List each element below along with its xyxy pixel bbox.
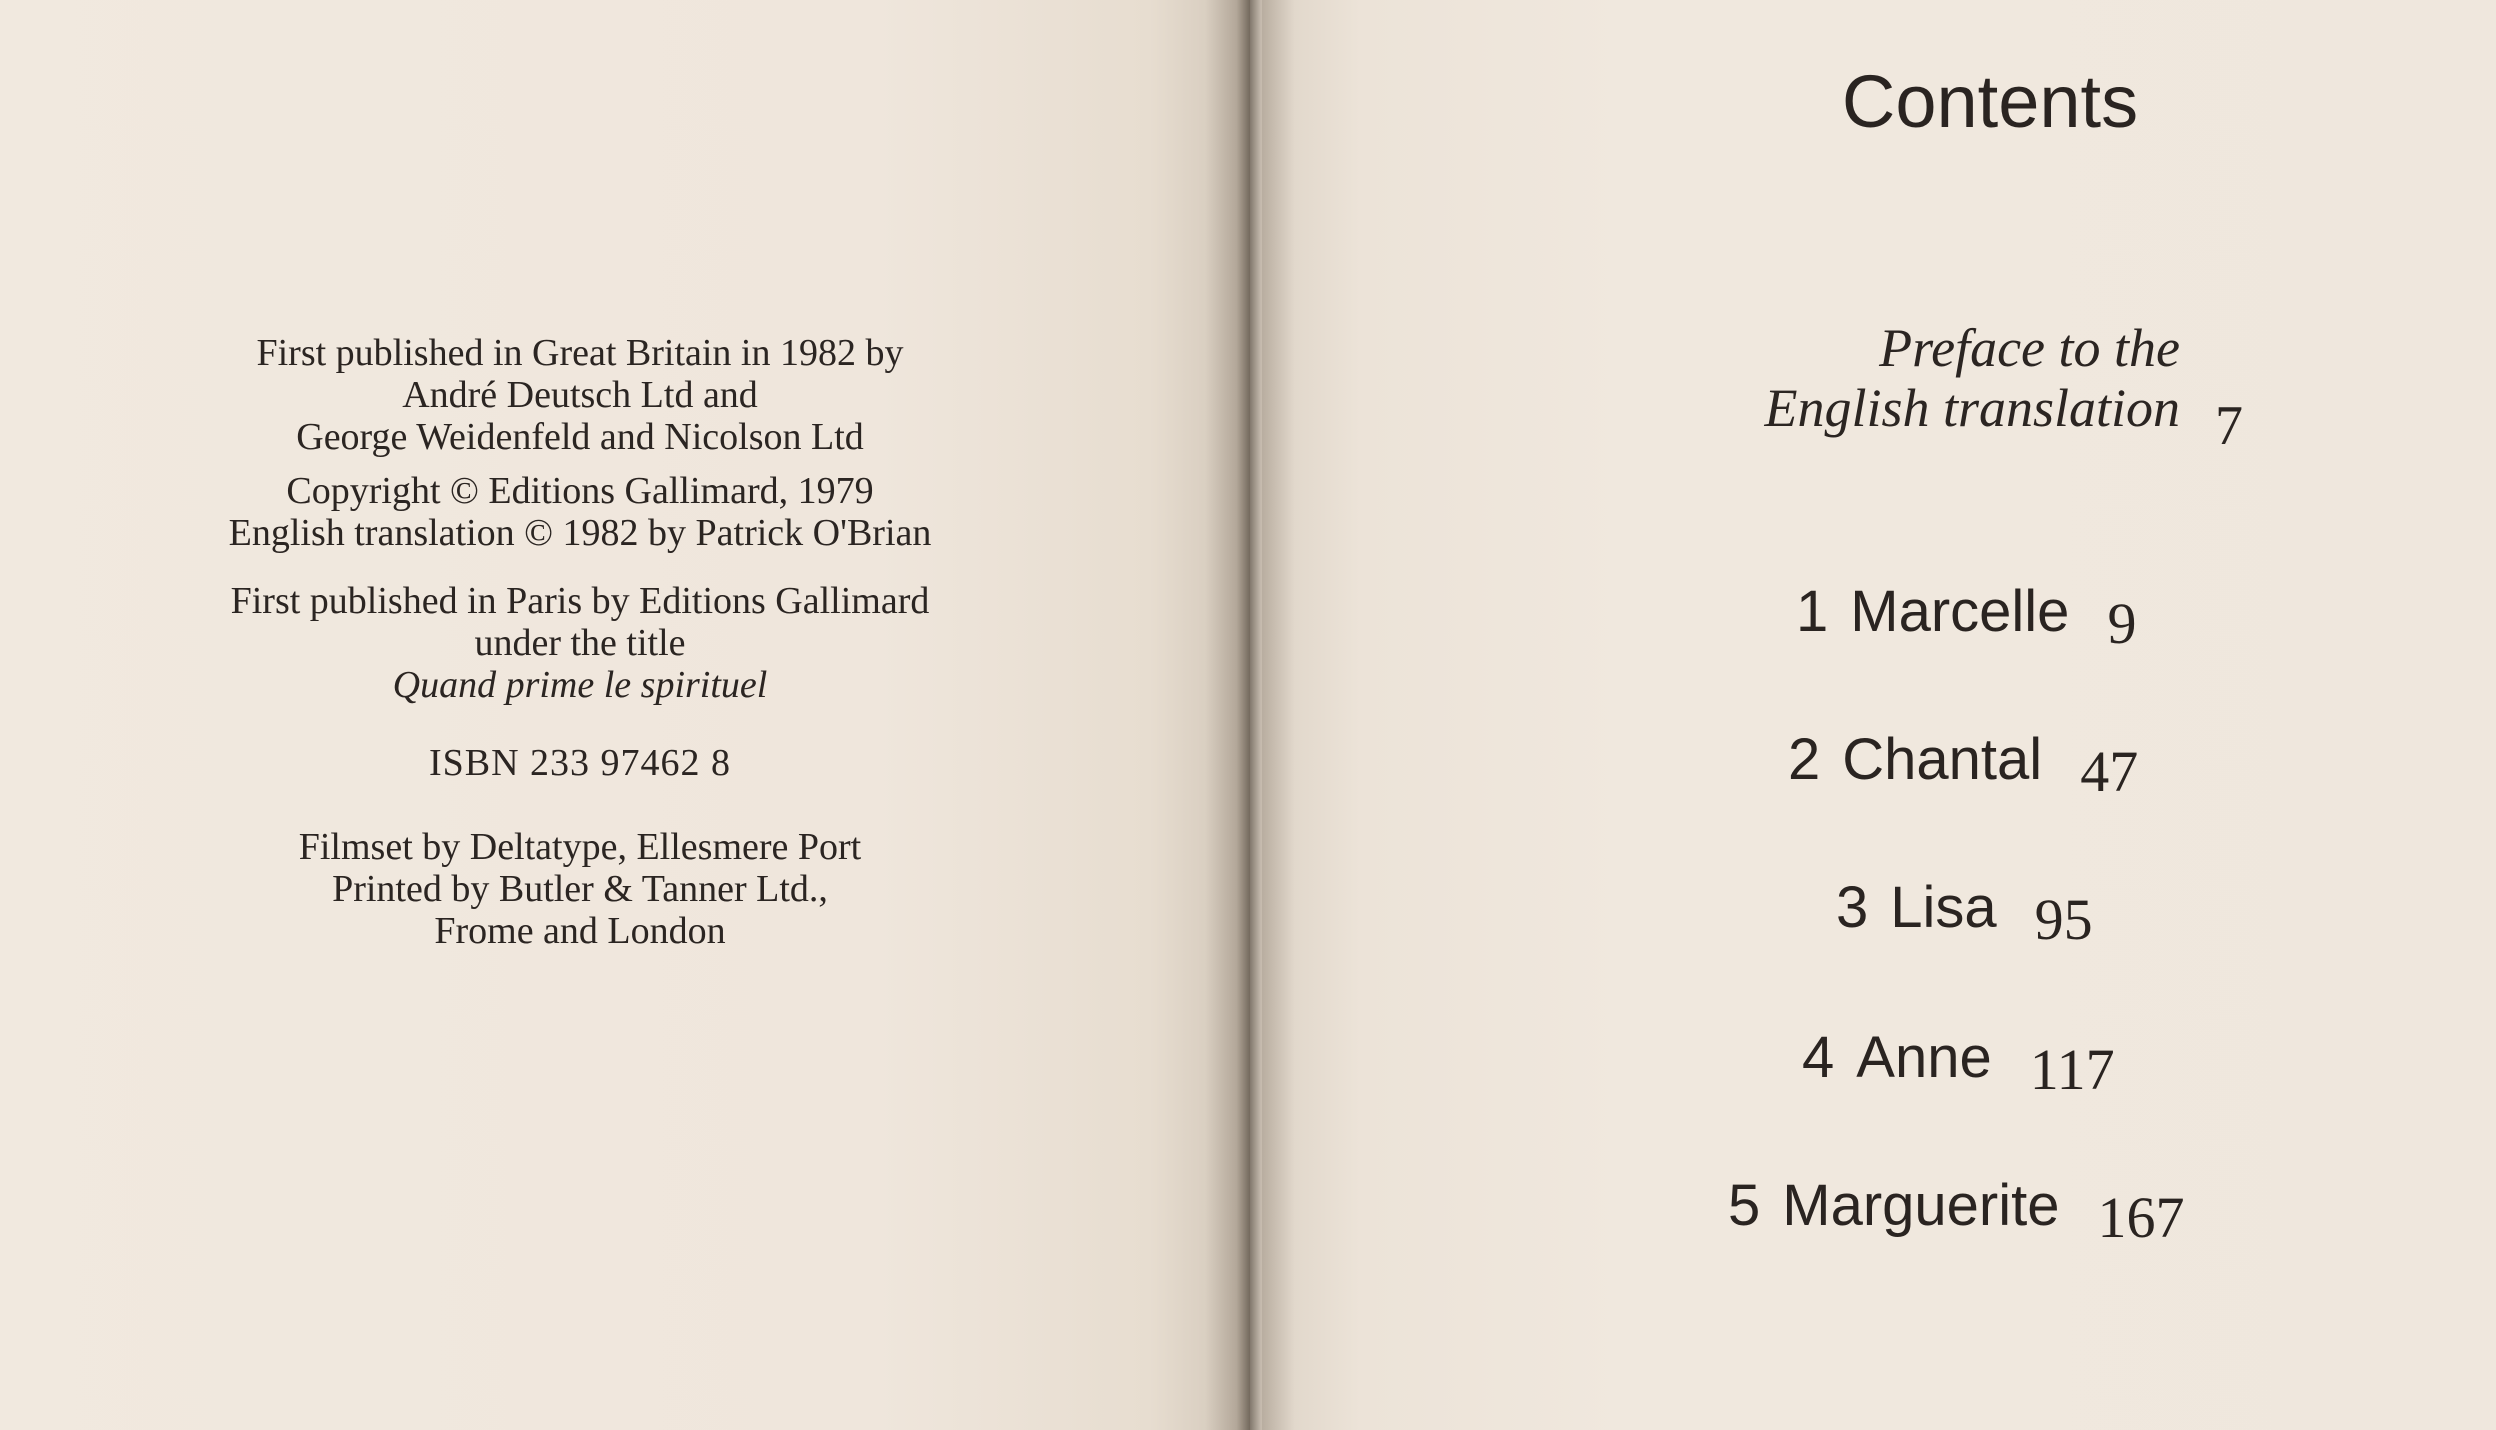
toc-preface-page: 7 [2215,395,2243,457]
original-edition-info [0,580,1160,706]
chapter-page: 167 [2097,1185,2185,1250]
chapter-title: Lisa [1890,875,1997,940]
publication-line: George Weidenfeld and Nicolson Ltd [296,416,864,458]
chapter-title: Chantal [1842,727,2043,792]
preface-line: Preface to the [1879,318,2180,378]
toc-entry[interactable] [1836,875,2093,952]
printer-info [0,826,1160,952]
toc-entry[interactable] [1796,579,2137,656]
isbn-block [0,742,1160,784]
toc-entry[interactable] [1802,1025,2115,1102]
publication-line: André Deutsch Ltd and [402,374,758,416]
chapter-number: 5 [1728,1173,1761,1238]
preface-line: English translation [1764,378,2180,438]
printer-line: Printed by Butler & Tanner Ltd., [332,868,828,910]
toc-preface-title [1700,318,2180,438]
toc-entry[interactable] [1728,1173,2185,1250]
chapter-number: 2 [1788,727,1821,792]
toc-entry[interactable] [1788,727,2139,804]
chapter-title: Anne [1856,1025,1992,1090]
printer-line: Filmset by Deltatype, Ellesmere Port [298,826,862,868]
chapter-page: 9 [2107,591,2137,656]
chapter-number: 4 [1802,1025,1835,1090]
copyright-line: Copyright © Editions Gallimard, 1979 [286,470,874,512]
original-title: Quand prime le spirituel [392,664,768,706]
chapter-page: 117 [2029,1037,2115,1102]
copyright-info [0,470,1160,554]
chapter-page: 47 [2080,739,2139,804]
chapter-page: 95 [2034,887,2093,952]
translation-copyright-line: English translation © 1982 by Patrick O'Brian [228,512,932,554]
book-gutter [1205,0,1295,1430]
printer-line: Frome and London [434,910,726,952]
chapter-number: 3 [1836,875,1869,940]
contents-heading: Contents [1841,60,2139,143]
isbn: ISBN 233 97462 8 [428,742,732,784]
publication-line: First published in Great Britain in 1982 by [256,332,904,374]
publication-info [0,332,1160,458]
original-edition-line: First published in Paris by Editions Gallimard [230,580,930,622]
chapter-number: 1 [1796,579,1829,644]
original-edition-line: under the title [474,622,686,664]
chapter-title: Marguerite [1782,1173,2060,1238]
chapter-title: Marcelle [1850,579,2070,644]
